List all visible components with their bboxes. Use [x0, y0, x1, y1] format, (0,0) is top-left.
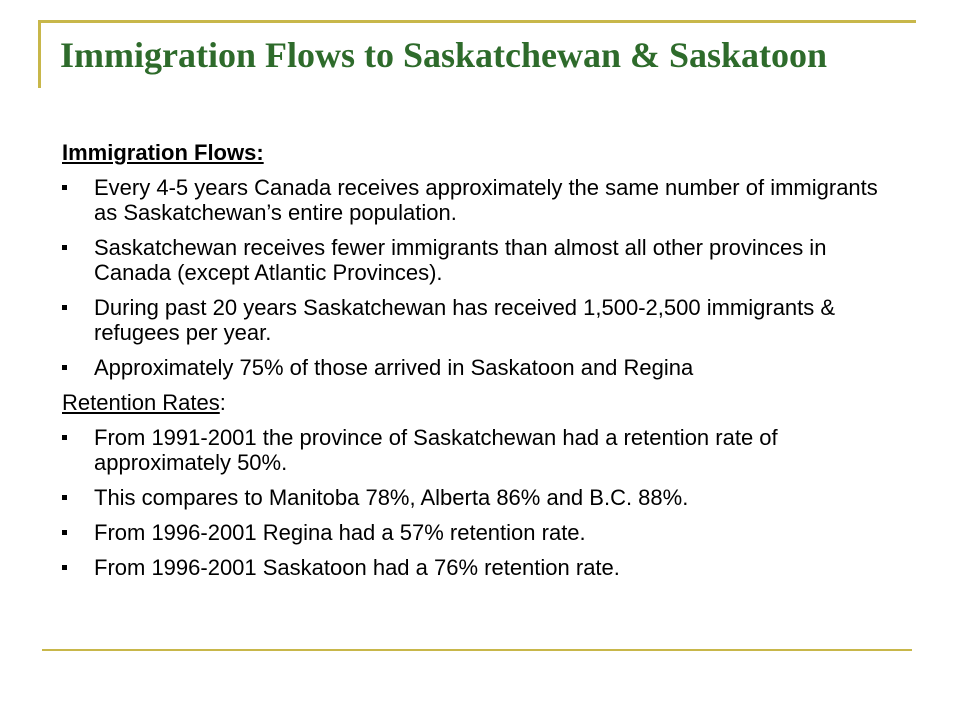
section-heading-retention-rates — [62, 390, 902, 416]
slide-title: Immigration Flows to Saskatchewan & Saskatoon — [60, 35, 828, 75]
immigration-flows-list — [62, 175, 902, 380]
retention-rates-list — [62, 425, 902, 580]
list-item-text: During past 20 years Saskatchewan has received 1,500-2,500 immigrants & refugees per year. — [94, 295, 836, 345]
square-bullet-icon — [62, 435, 67, 440]
list-item-text: Approximately 75% of those arrived in Saskatoon and Regina — [94, 355, 694, 380]
square-bullet-icon — [62, 530, 67, 535]
list-item — [62, 425, 902, 475]
list-item — [62, 235, 902, 285]
square-bullet-icon — [62, 305, 67, 310]
list-item-text: Every 4-5 years Canada receives approximately the same number of immigrants as Saskatchewan’s entire population. — [94, 175, 878, 225]
list-item — [62, 520, 902, 545]
list-item-text: This compares to Manitoba 78%, Alberta 86% and B.C. 88%. — [94, 485, 689, 510]
retention-rates-heading-colon: : — [219, 390, 226, 415]
list-item-text: From 1991-2001 the province of Saskatchewan had a retention rate of approximately 50%. — [94, 425, 778, 475]
list-item — [62, 485, 902, 510]
square-bullet-icon — [62, 495, 67, 500]
list-item-text: From 1996-2001 Saskatoon had a 76% retention rate. — [94, 555, 620, 580]
list-item-text: Saskatchewan receives fewer immigrants than almost all other provinces in Canada (except Atlantic Provinces). — [94, 235, 827, 285]
slide-body — [62, 140, 902, 590]
title-accent-bar-horizontal — [38, 20, 916, 23]
immigration-flows-heading-text: Immigration Flows: — [62, 140, 264, 165]
footer-divider — [42, 649, 912, 651]
list-item — [62, 295, 902, 345]
title-accent-bar-vertical — [38, 20, 41, 88]
square-bullet-icon — [62, 245, 67, 250]
list-item-text: From 1996-2001 Regina had a 57% retention rate. — [94, 520, 586, 545]
retention-rates-heading-text: Retention Rates — [62, 390, 220, 415]
list-item — [62, 355, 902, 380]
square-bullet-icon — [62, 365, 67, 370]
list-item — [62, 555, 902, 580]
section-heading-immigration-flows — [62, 140, 902, 166]
square-bullet-icon — [62, 565, 67, 570]
list-item — [62, 175, 902, 225]
square-bullet-icon — [62, 185, 67, 190]
